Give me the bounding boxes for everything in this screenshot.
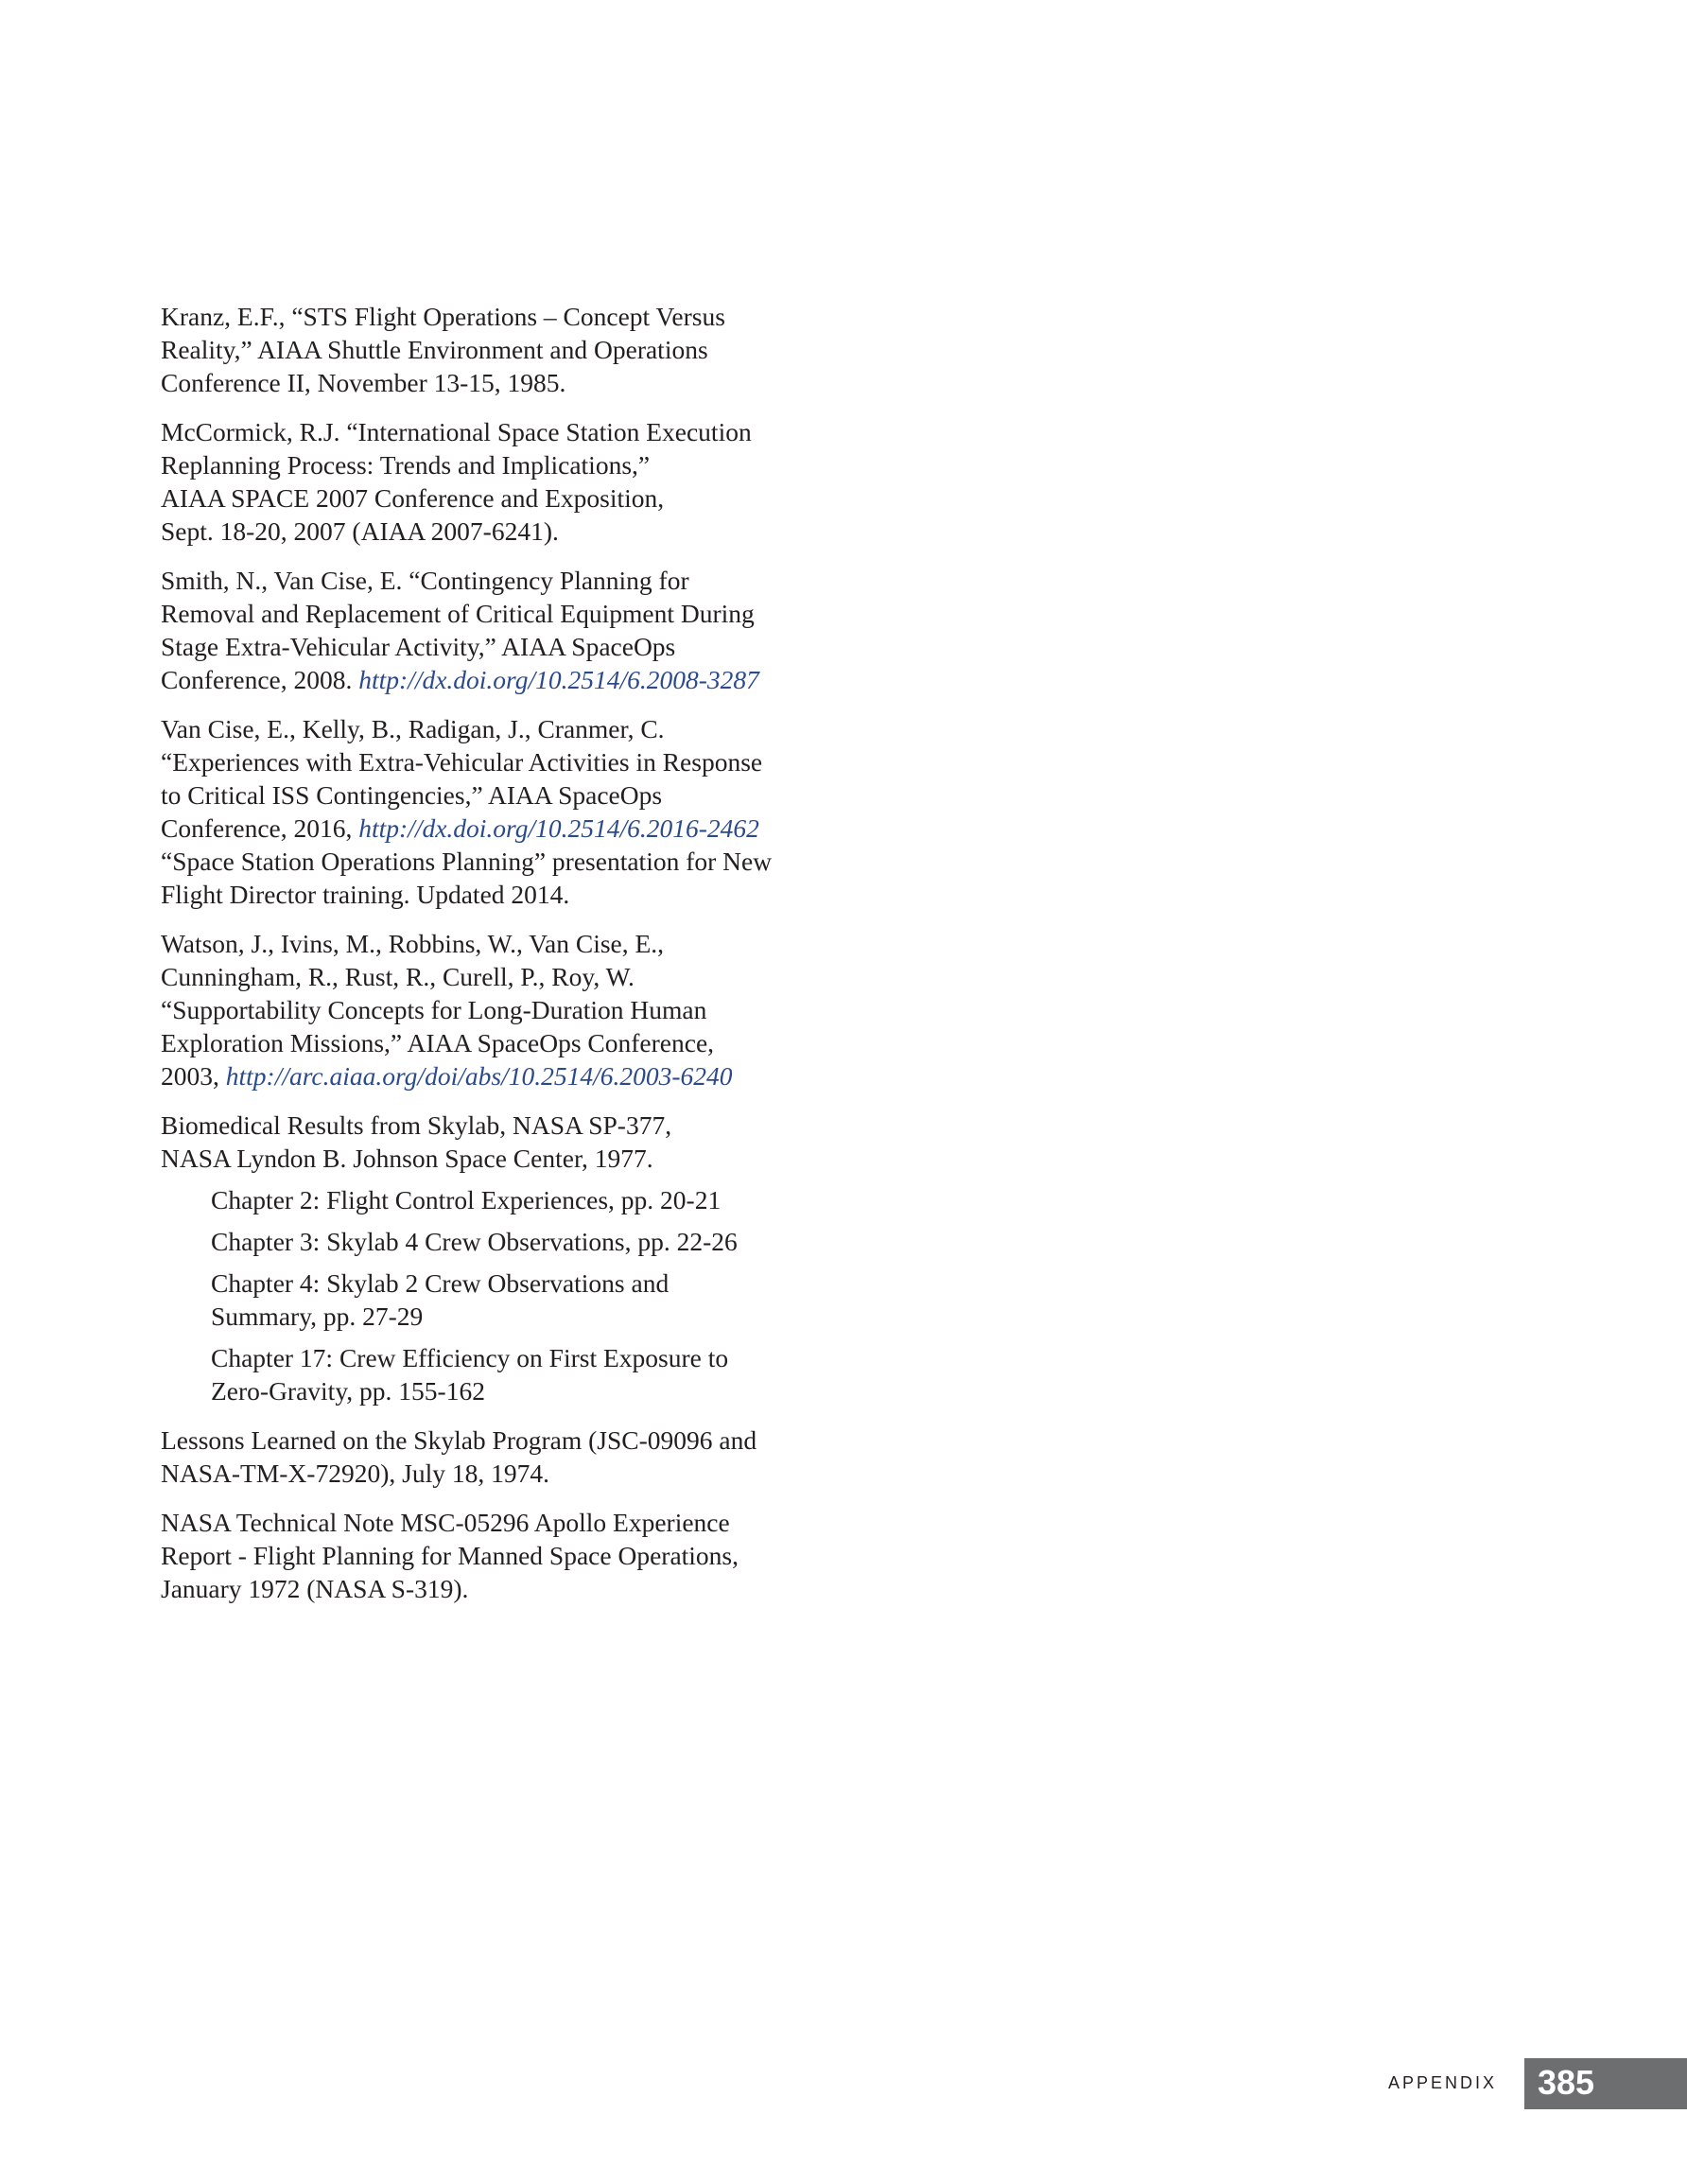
reference-line	[161, 663, 842, 696]
reference-line: Removal and Replacement of Critical Equipment During	[161, 599, 755, 628]
reference-line: NASA Lyndon B. Johnson Space Center, 1977.	[161, 1144, 653, 1173]
reference-text: Conference, 2016,	[161, 813, 359, 843]
reference-line: NASA Technical Note MSC-05296 Apollo Experience	[161, 1508, 730, 1537]
chapter-list	[211, 1183, 842, 1407]
reference-skylab-biomedical	[161, 1109, 842, 1407]
reference-line: Conference II, November 13-15, 1985.	[161, 368, 566, 397]
reference-line: Report - Flight Planning for Manned Space Operations,	[161, 1541, 739, 1570]
section-label: APPENDIX	[1388, 2073, 1498, 2092]
reference-line	[161, 1059, 842, 1092]
page-number: 385	[1538, 2063, 1595, 2102]
chapter-line: Chapter 17: Crew Efficiency on First Exposure to	[211, 1343, 729, 1372]
reference-line: Flight Director training. Updated 2014.	[161, 880, 570, 909]
doi-link[interactable]: http://dx.doi.org/10.2514/6.2008-3287	[358, 665, 759, 694]
chapter-line: Chapter 3: Skylab 4 Crew Observations, pp. 22-26	[211, 1227, 738, 1256]
reference-line: Kranz, E.F., “STS Flight Operations – Concept Versus	[161, 302, 725, 331]
chapter-line: Chapter 2: Flight Control Experiences, pp. 20-21	[211, 1185, 722, 1214]
reference-smith	[161, 564, 842, 696]
reference-line: Biomedical Results from Skylab, NASA SP-377,	[161, 1110, 672, 1140]
reference-line: “Supportability Concepts for Long-Duration Human	[161, 995, 707, 1024]
doi-link[interactable]: http://arc.aiaa.org/doi/abs/10.2514/6.2003-6240	[225, 1061, 733, 1091]
reference-line: Exploration Missions,” AIAA SpaceOps Conference,	[161, 1028, 715, 1057]
reference-line: January 1972 (NASA S-319).	[161, 1574, 469, 1603]
chapter-item	[211, 1225, 842, 1258]
reference-line: NASA-TM-X-72920), July 18, 1974.	[161, 1459, 549, 1488]
chapter-item	[211, 1183, 842, 1216]
reference-van-cise	[161, 712, 842, 911]
reference-line: Stage Extra-Vehicular Activity,” AIAA SpaceOps	[161, 632, 676, 661]
reference-text: 2003,	[161, 1061, 226, 1091]
reference-line: Smith, N., Van Cise, E. “Contingency Planning for	[161, 566, 689, 595]
reference-list	[161, 300, 842, 1621]
reference-mccormick	[161, 415, 842, 548]
reference-kranz	[161, 300, 842, 399]
chapter-line: Zero-Gravity, pp. 155-162	[211, 1376, 485, 1406]
reference-line: to Critical ISS Contingencies,” AIAA SpaceOps	[161, 780, 663, 810]
reference-line: Van Cise, E., Kelly, B., Radigan, J., Cranmer, C.	[161, 714, 665, 743]
reference-line: AIAA SPACE 2007 Conference and Exposition,	[161, 483, 665, 513]
reference-line: Cunningham, R., Rust, R., Curell, P., Roy, W.	[161, 962, 635, 991]
reference-line: Lessons Learned on the Skylab Program (JSC-09096 and	[161, 1425, 757, 1455]
chapter-line: Chapter 4: Skylab 2 Crew Observations and	[211, 1268, 670, 1298]
reference-line: Watson, J., Ivins, M., Robbins, W., Van Cise, E.,	[161, 929, 665, 958]
reference-line: “Experiences with Extra-Vehicular Activities in Response	[161, 747, 763, 777]
reference-line: Sept. 18-20, 2007 (AIAA 2007-6241).	[161, 516, 559, 546]
reference-line: Replanning Process: Trends and Implications,”	[161, 450, 651, 480]
reference-text: Conference, 2008.	[161, 665, 359, 694]
reference-line: “Space Station Operations Planning” presentation for New	[161, 847, 773, 876]
chapter-item	[211, 1341, 842, 1407]
chapter-item	[211, 1267, 842, 1333]
reference-line: Reality,” AIAA Shuttle Environment and Operations	[161, 335, 708, 364]
reference-skylab-lessons	[161, 1424, 842, 1490]
chapter-line: Summary, pp. 27-29	[211, 1302, 424, 1331]
reference-watson	[161, 927, 842, 1092]
reference-apollo-note	[161, 1506, 842, 1605]
reference-line: McCormick, R.J. “International Space Station Execution	[161, 417, 752, 446]
page-number-box	[1524, 2058, 1687, 2109]
doi-link[interactable]: http://dx.doi.org/10.2514/6.2016-2462	[358, 813, 759, 843]
reference-line	[161, 812, 842, 845]
